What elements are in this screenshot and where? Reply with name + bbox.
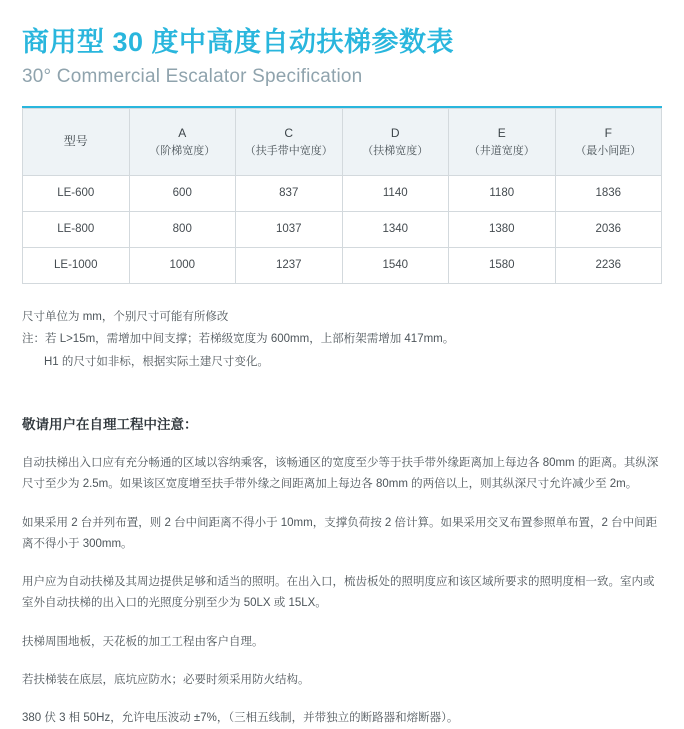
page-title: 商用型 30 度中高度自动扶梯参数表 bbox=[22, 27, 455, 57]
cell-f: 1836 bbox=[555, 175, 662, 211]
cell-c: 1237 bbox=[236, 247, 343, 283]
table-head bbox=[23, 108, 662, 175]
header-sublabel: （扶梯宽度） bbox=[362, 144, 429, 157]
table-body bbox=[23, 175, 662, 283]
table-row bbox=[23, 211, 662, 247]
table-notes bbox=[22, 306, 662, 373]
table-header-cell-d bbox=[342, 108, 449, 175]
header-letter: E bbox=[497, 125, 506, 140]
cell-e: 1580 bbox=[449, 247, 556, 283]
header-letter: C bbox=[284, 125, 294, 140]
attention-paragraph: 380 伏 3 相 50Hz，允许电压波动 ±7%，（三相五线制，并带独立的断路器和熔断器）。 bbox=[22, 712, 459, 725]
specification-table bbox=[22, 108, 662, 284]
cell-model: LE-800 bbox=[23, 211, 130, 247]
cell-c: 837 bbox=[236, 175, 343, 211]
header-sublabel: （最小间距） bbox=[575, 144, 642, 157]
cell-a: 600 bbox=[129, 175, 236, 211]
cell-a: 1000 bbox=[129, 247, 236, 283]
attention-heading: 敬请用户在自理工程中注意： bbox=[22, 417, 198, 433]
note-h1: H1 的尺寸如非标，根据实际土建尺寸变化。 bbox=[44, 355, 269, 368]
header-sublabel: （井道宽度） bbox=[468, 144, 535, 157]
title-block bbox=[22, 0, 662, 88]
cell-f: 2236 bbox=[555, 247, 662, 283]
cell-model: LE-600 bbox=[23, 175, 130, 211]
attention-paragraph: 扶梯周围地板，天花板的加工工程由客户自理。 bbox=[22, 635, 264, 648]
table-header-row bbox=[23, 108, 662, 175]
cell-d: 1540 bbox=[342, 247, 449, 283]
cell-a: 800 bbox=[129, 211, 236, 247]
cell-f: 2036 bbox=[555, 211, 662, 247]
cell-d: 1340 bbox=[342, 211, 449, 247]
header-sublabel: （扶手带中宽度） bbox=[244, 144, 333, 157]
attention-paragraph: 用户应为自动扶梯及其周边提供足够和适当的照明。在出入口，梳齿板处的照明度应和该区域所要求的照明度相一致。室内或室外自动扶梯的出入口的光照度分别至少为 50LX 或 15LX。 bbox=[22, 576, 655, 610]
header-letter: F bbox=[604, 125, 612, 140]
table-header-cell-model bbox=[23, 108, 130, 175]
header-sublabel: （阶梯宽度） bbox=[149, 144, 216, 157]
attention-paragraph: 如果采用 2 台并列布置，则 2 台中间距离不得小于 10mm，支撑负荷按 2 倍计算。如果采用交叉布置参照单布置，2 台中间距离不得小于 300mm。 bbox=[22, 516, 658, 550]
table-row bbox=[23, 247, 662, 283]
header-letter: D bbox=[390, 125, 400, 140]
cell-e: 1180 bbox=[449, 175, 556, 211]
table-header-cell-a bbox=[129, 108, 236, 175]
attention-paragraph: 若扶梯装在底层，底坑应防水；必要时须采用防火结构。 bbox=[22, 673, 310, 686]
cell-model: LE-1000 bbox=[23, 247, 130, 283]
cell-d: 1140 bbox=[342, 175, 449, 211]
attention-paragraph: 自动扶梯出入口应有充分畅通的区域以容纳乘客，该畅通区的宽度至少等于扶手带外缘距离加上每边各 80mm 的距离。其纵深尺寸至少为 2.5m。如果该区宽度增至扶手带外缘之间距离加上每边各 80mm 的两倍以上，则其纵深尺寸允许减少至 2m。 bbox=[22, 457, 659, 491]
table-header-cell-c bbox=[236, 108, 343, 175]
header-letter: A bbox=[178, 125, 187, 140]
page-subtitle: 30° Commercial Escalator Specification bbox=[22, 65, 363, 87]
note-units: 尺寸单位为 mm，个别尺寸可能有所修改 bbox=[22, 310, 229, 323]
note-support: 注：若 L>15m，需增加中间支撑；若梯级宽度为 600mm，上部桁架需增加 417mm。 bbox=[22, 333, 455, 346]
cell-c: 1037 bbox=[236, 211, 343, 247]
header-letter: 型号 bbox=[63, 134, 88, 149]
cell-e: 1380 bbox=[449, 211, 556, 247]
table-header-cell-f bbox=[555, 108, 662, 175]
table-header-cell-e bbox=[449, 108, 556, 175]
table-row bbox=[23, 175, 662, 211]
